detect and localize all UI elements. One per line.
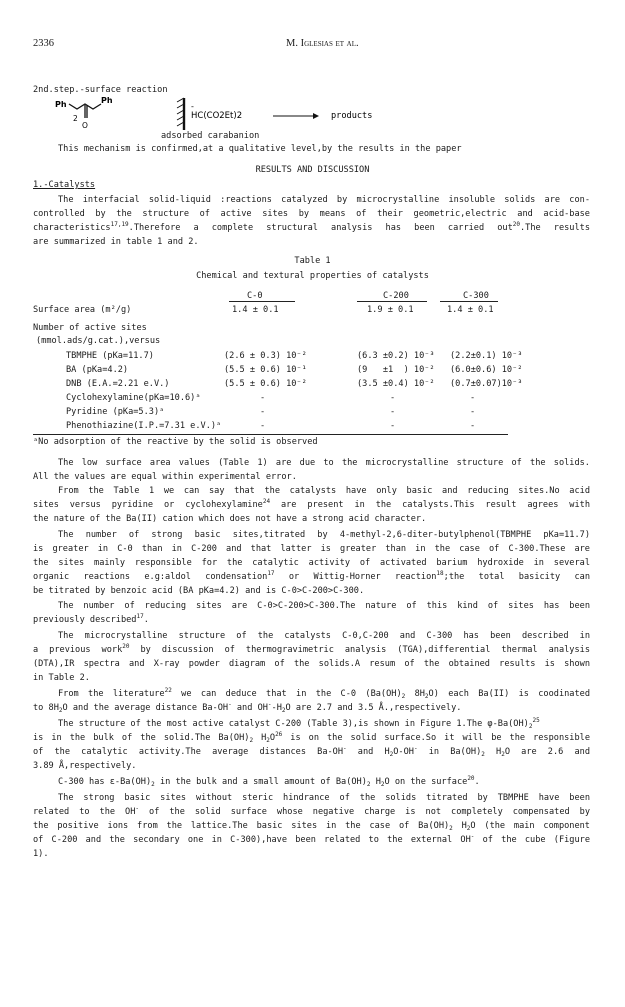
col-header-c0: C-0 (247, 291, 263, 301)
body-line: All the values are equal within experimental error. (33, 472, 297, 482)
body-line: the nature of the Ba(II) cation which does not have a strong acid character. (33, 514, 427, 524)
sites-label-2: (mmol.ads/g.cat.),versus (36, 336, 161, 346)
body-line: The low surface area values (Table 1) are due to the microcrystalline structure of the solids. (58, 458, 590, 468)
body-line: the sites mainly responsible for the catalytic activity of activated barium hydroxide in several (33, 558, 590, 568)
body-line: of the catalytic activity.The average distances Ba-OH- and $H_2O-OH^-$ in $Ba(OH)_2$ $H_2O$ are 2.6 and (33, 745, 590, 758)
table-caption: Chemical and textural properties of catalysts (196, 271, 429, 281)
cell-c200: - (390, 421, 396, 431)
row-label: Pyridine (pKa=5.3)ᵃ (66, 407, 165, 417)
scheme-ph-left: Ph (55, 100, 67, 109)
cell-c300: - (470, 407, 476, 417)
cell-c0: (5.5 ± 0.6) 10⁻² (224, 379, 307, 389)
body-line: The number of strong basic sites,titrated by 4-methyl-2,6-diter-butylphenol(TBMPHE pKa=11.7) (58, 530, 590, 540)
table-title: Table 1 (294, 256, 331, 266)
scheme-oxygen: O (82, 121, 88, 130)
cell-c300: (0.7±0.07)10⁻³ (450, 379, 523, 389)
surface-c200: 1.9 ± 0.1 (367, 305, 414, 315)
body-line: a previous work$^{20}$ by discussion of thermogravimetric analysis (TGA),differential thermal analysis (33, 643, 590, 655)
cell-c300: (2.2±0.1) 10⁻³ (450, 351, 523, 361)
cell-c200: (9 ±1 ) 10⁻² (357, 365, 435, 375)
body-line: The structure of the most active catalyst C-200 (Table 3),is shown in Figure 1.The $\varphi-Ba(OH)_2^{25}$ (58, 717, 540, 730)
body-line: of C-200 and the secondary one in C-300),have been related to the external OH- of the cube (Figure (33, 833, 591, 845)
row-label: BA (pKa=4.2) (66, 365, 129, 375)
body-line: previously described$^{17}$. (33, 613, 149, 625)
rule-c300 (440, 301, 498, 302)
body-line: to $8H_2O$ and the average distance Ba-OH- and $OH^--H_2O$ are 2.7 and 3.5 Å.,respectively. (33, 701, 462, 714)
body-line: From the Table 1 we can say that the catalysts have only basic and reducing sites.No acid (58, 486, 590, 496)
page-number: 2336 (33, 38, 54, 49)
cell-c0: (2.6 ± 0.3) 10⁻² (224, 351, 307, 361)
intro-line: This mechanism is confirmed,at a qualitative level,by the results in the paper (58, 144, 462, 154)
body-line: The microcrystalline structure of the catalysts C-0,C-200 and C-300 has been described in (58, 631, 590, 641)
body-line: The number of reducing sites are C-0>C-200>C-300.The nature of this kind of sites has been (58, 601, 590, 611)
running-author: M. Iglesias et al. (286, 38, 359, 49)
body-line: sites versus pyridine or cyclohexylamine$^{24}$ are present in the catalysts.This result agrees with (33, 498, 590, 510)
row-label: TBMPHE (pKa=11.7) (66, 351, 154, 361)
products-label: products (331, 111, 373, 121)
col-header-c200: C-200 (383, 291, 409, 301)
adsorbed-label: adsorbed carabanion (161, 131, 260, 141)
row-label: Cyclohexylamine(pKa=10.6)ᵃ (66, 393, 201, 403)
surface-area-label: Surface area (m²/g) (33, 305, 132, 315)
cell-c200: - (390, 407, 396, 417)
body-line: 3.89 Å,respectively. (33, 761, 137, 771)
reagent-charge: - (191, 102, 194, 111)
rule-c0 (229, 301, 295, 302)
rule-c200 (357, 301, 427, 302)
row-label: DNB (E.A.=2.21 e.V.) (66, 379, 170, 389)
cell-c200: (6.3 ±0.2) 10⁻³ (357, 351, 435, 361)
body-line: C-300 has $\varepsilon-Ba(OH)_2$ in the bulk and a small amount of $Ba(OH)_2$ $H_2O$ on the surface$^{20}$. (58, 775, 480, 788)
body-line: (DTA),IR spectra and X-ray powder diagram of the solids.A resum of the obtained results is shown (33, 659, 590, 669)
body-line: the positive ions from the lattice.The basic sites in the case of $Ba(OH)_2$ $H_2O$ (the main component (33, 821, 590, 832)
cell-c200: (3.5 ±0.4) 10⁻² (357, 379, 435, 389)
subsection-title: 1.-Catalysts (33, 180, 96, 190)
cell-c0: (5.5 ± 0.6) 10⁻¹ (224, 365, 307, 375)
body-line: related to the OH- of the solid surface whose negative charge is not completely compensated by (33, 805, 590, 817)
body-line: is greater in C-0 than in C-200 and that latter is greater than in the case of C-300.These are (33, 544, 590, 554)
cell-c200: - (390, 393, 396, 403)
para1-line1: The interfacial solid-liquid :reactions catalyzed by microcrystalline insoluble solids are con- (58, 195, 590, 205)
body-line: is in the bulk of the solid.The $Ba(OH)_2$ $H_2O^{26}$ is on the solid surface.So it will be the responsible (33, 731, 591, 744)
body-line: organic reactions e.g:aldol condensation$^{17}$ or Wittig-Horner reaction$^{18}$;the total basicity can (33, 570, 590, 582)
body-line: From the literature$^{22}$ we can deduce that in the C-0 ($Ba(OH)_2$ $8H_2O$) each Ba(II) is coodinated (58, 687, 590, 700)
para1-line3: characteristics$^{17,19}$.Therefore a complete structural analysis has been carried out$^{20}$.The results (33, 221, 590, 233)
col-header-c300: C-300 (463, 291, 489, 301)
cell-c0: - (260, 421, 266, 431)
body-line: The strong basic sites without steric hindrance of the solids titrated by TBMPHE have been (58, 793, 590, 803)
cell-c300: - (470, 421, 476, 431)
section-title: RESULTS AND DISCUSSION (255, 165, 370, 175)
sites-label-1: Number of active sites (33, 323, 147, 333)
surface-c300: 1.4 ± 0.1 (447, 305, 494, 315)
cell-c0: - (260, 407, 266, 417)
scheme-number: 2 (73, 114, 78, 123)
cell-c300: (6.0±0.6) 10⁻² (450, 365, 523, 375)
reagent-formula: HC(CO2Et)2 (191, 111, 243, 121)
body-line: in Table 2. (33, 673, 90, 683)
row-label: Phenothiazine(I.P.=7.31 e.V.)ᵃ (66, 421, 222, 431)
body-line: 1). (33, 849, 49, 859)
scheme-ph-right: Ph (101, 96, 113, 105)
table-bottom-rule (33, 434, 508, 435)
body-line: be titrated by benzoic acid (BA pKa=4.2) and is C-0>C-200>C-300. (33, 586, 365, 596)
table-footnote: ᵃNo adsorption of the reactive by the solid is observed (33, 437, 318, 447)
para1-line2: controlled by the structure of active sites by means of their geometric,electric and acid-base (33, 209, 590, 219)
cell-c300: - (470, 393, 476, 403)
cell-c0: - (260, 393, 266, 403)
scheme-label: 2nd.step.-surface reaction (33, 85, 168, 95)
surface-c0: 1.4 ± 0.1 (232, 305, 279, 315)
para1-line4: are summarized in table 1 and 2. (33, 237, 199, 247)
